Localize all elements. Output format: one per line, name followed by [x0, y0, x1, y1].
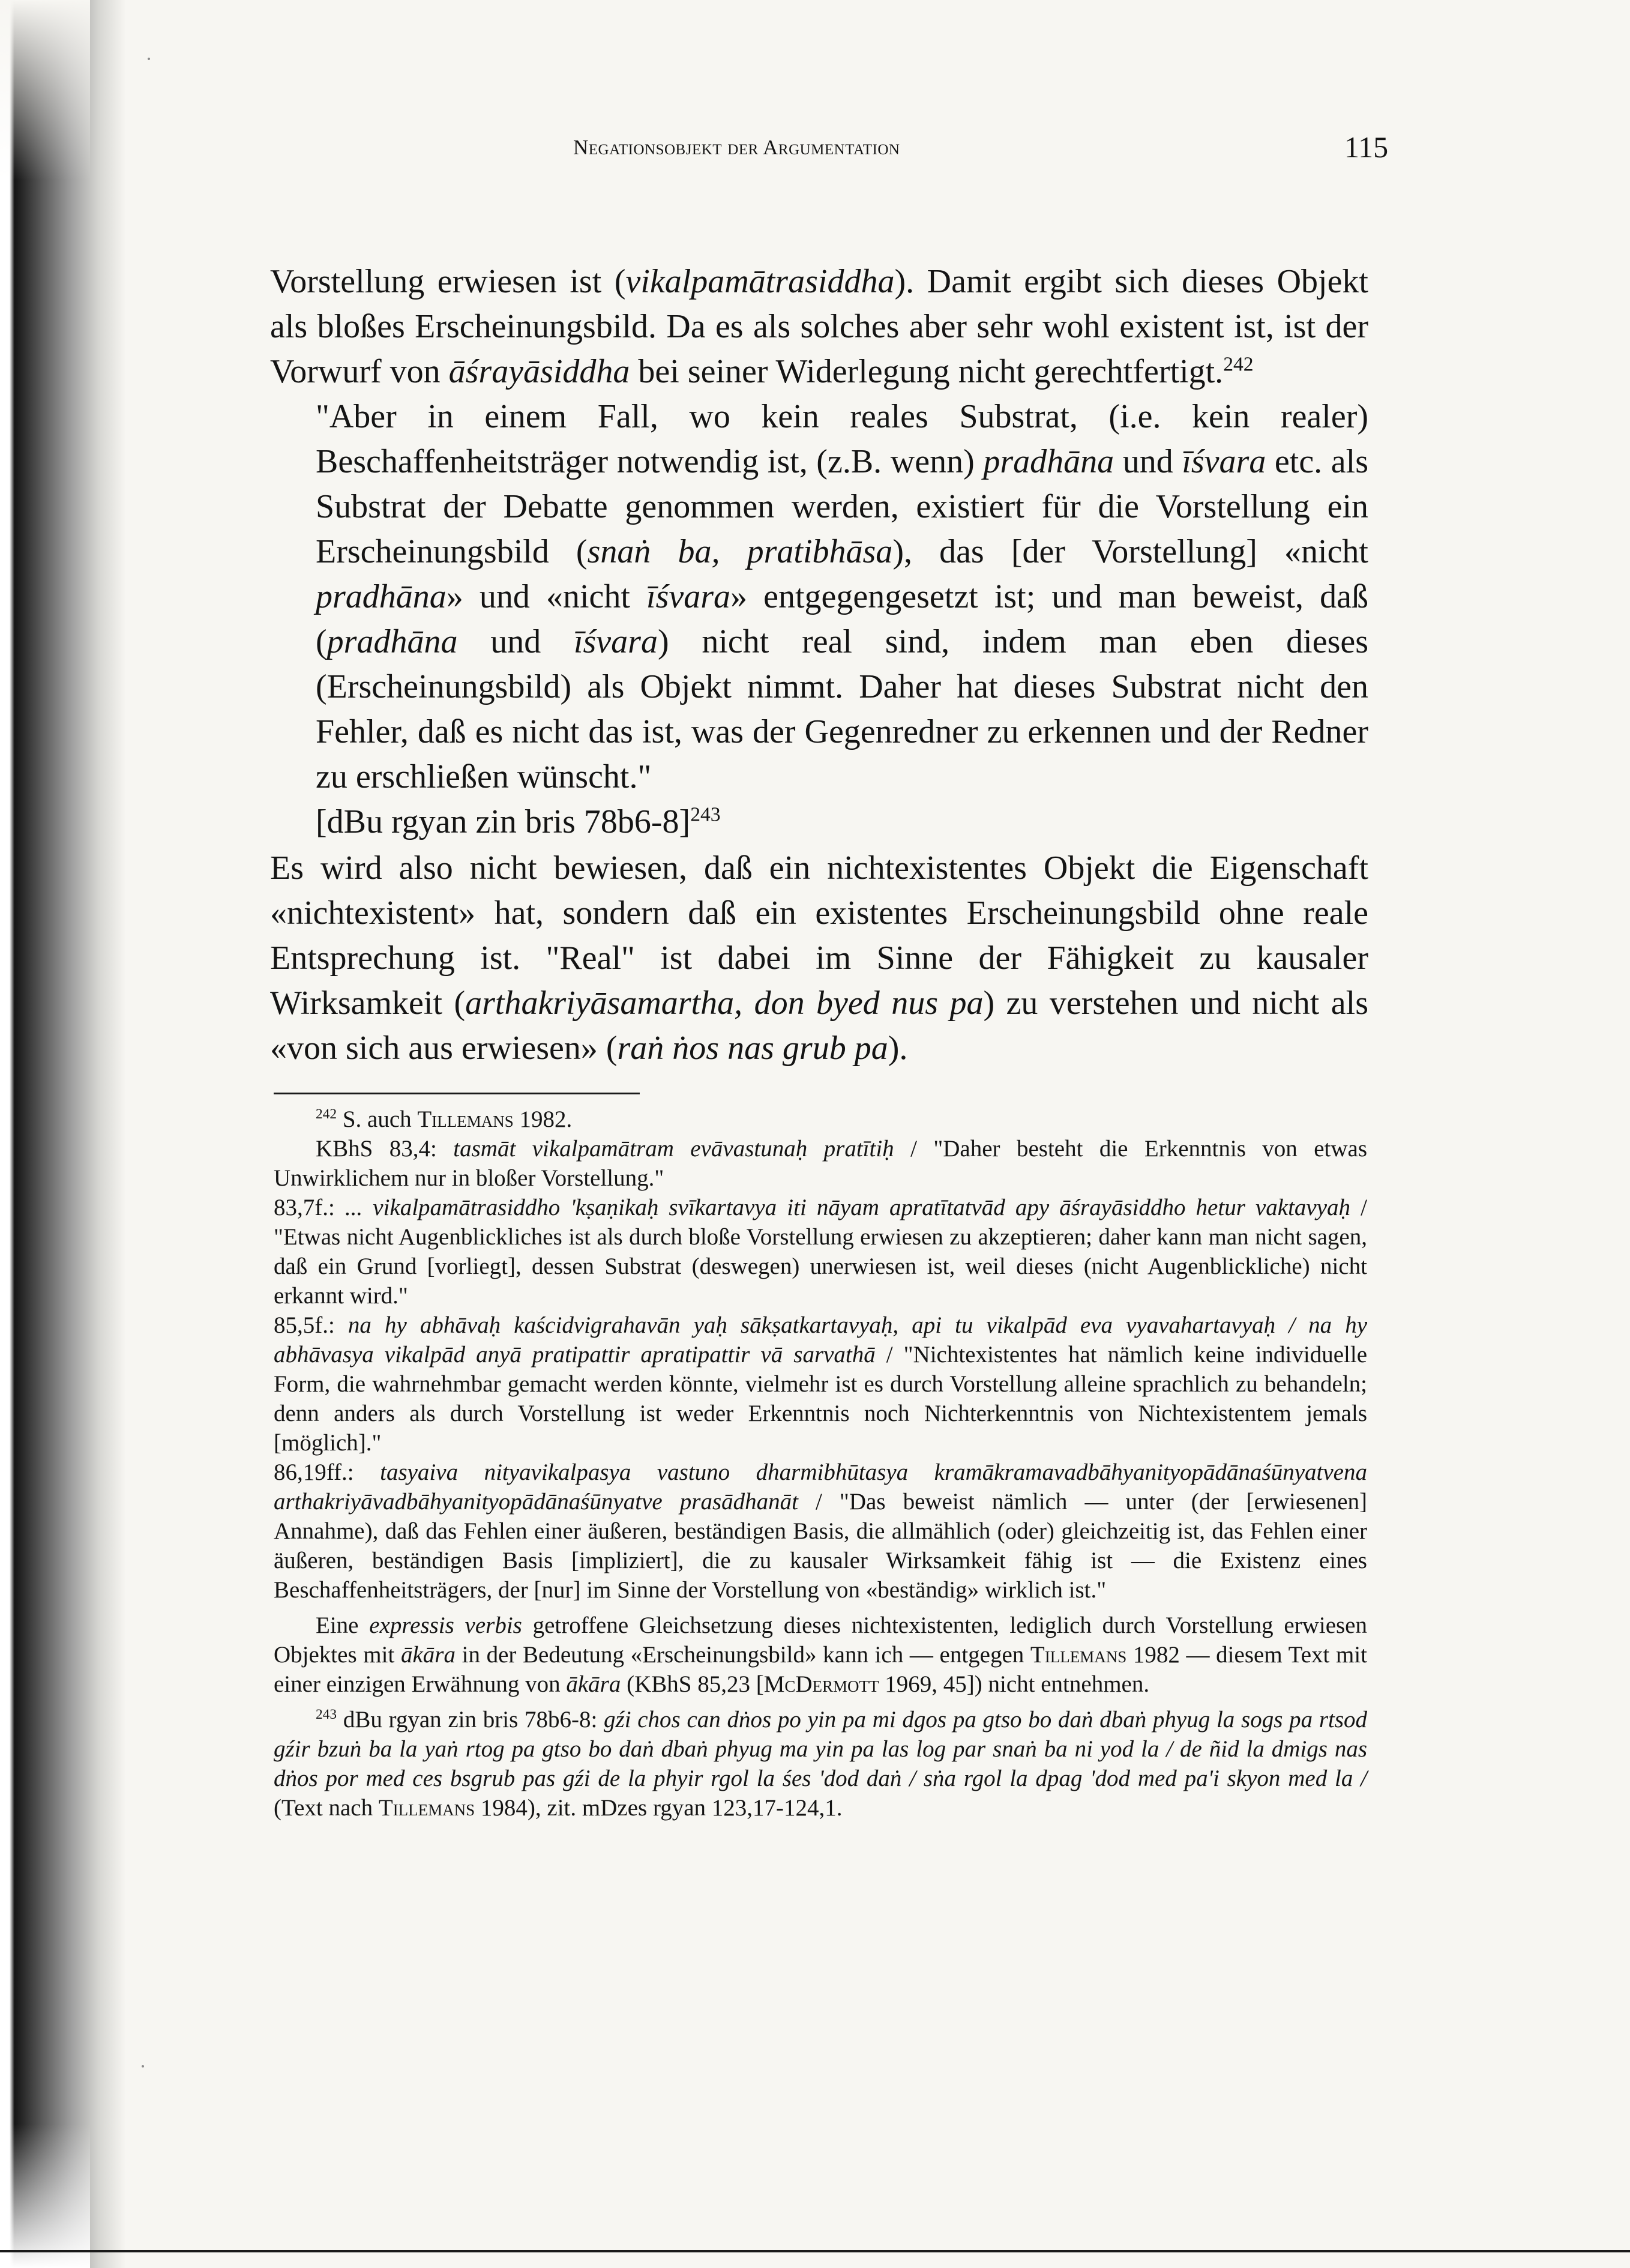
footnote-number: 242 [316, 1106, 337, 1122]
text-run: 86,19ff.: [274, 1459, 380, 1485]
text-run: Es wird also nicht bewiesen, daß ein nichtexistentes Objekt die Eigenschaft «nichtexistent» hat, sondern daß ein existentes Erscheinungsbild ohne reale Entsprechung ist. "Real" ist dabei im Sinne der Fähigkeit zu kausaler Wirksamkeit ( [270, 849, 1368, 1022]
scan-edge-line [0, 2250, 1630, 2252]
footnote-242-closing [274, 1611, 1367, 1699]
text-run: 1982. [513, 1106, 573, 1132]
page-number: 115 [1344, 130, 1389, 164]
text-run: » und «nicht [446, 578, 647, 615]
text-run: "Aber in einem Fall, wo kein reales Substrat, (i.e. kein realer) Beschaffenheitsträger notwendig ist, (z.B. wenn) [316, 398, 1368, 480]
text-run: ), das [der Vorstellung] «nicht [892, 533, 1368, 570]
sanskrit-term: pradhāna [326, 623, 458, 660]
sanskrit-term: īśvara [646, 578, 731, 615]
latin-phrase: expressis verbis [369, 1612, 522, 1638]
text-run: 85,5f.: [274, 1312, 348, 1338]
sanskrit-quote: ... vikalpamātrasiddho 'kṣaṇikaḥ svīkartavya iti nāyam apratītatvād apy āśrayāsiddho hetur vaktavyaḥ [344, 1195, 1351, 1220]
text-run: (KBhS 85,23 [ [621, 1671, 764, 1697]
text-run: bei seiner Widerlegung nicht gerechtfertigt. [630, 353, 1224, 390]
footnote-number: 243 [316, 1707, 337, 1722]
text-run: etc. als Substrat der Debatte genommen werden, existiert für die Vorstellung ein Erscheinungsbild ( [316, 443, 1368, 570]
text-run: ) zu verstehen und nicht als «von sich aus erwiesen» ( [270, 985, 1368, 1067]
translation: / "Das beweist nämlich — unter (der [erwiesenen] Annahme), daß das Fehlen einer äußeren, beständigen Basis, die allmählich (oder) gleichzeitig ist, das Fehlen einer äußeren, beständigen Basis [impliziert], die zu kausaler Wirksamkeit fähig ist — die Existenz eines Beschaffenheitsträgers, der [nur] im Sinne der Vorstellung von «beständig» wirklich ist." [274, 1489, 1367, 1603]
sanskrit-quote: na hy abhāvaḥ kaścidvigrahavān yaḥ sākṣatkartavyaḥ, api tu vikalpād eva vyavahartavyaḥ / na hy abhāvasya vikalpād anyā pratipattir apratipattir vā sarvathā [274, 1312, 1367, 1368]
sanskrit-term: pradhāna [983, 443, 1114, 480]
text-run: Eine [316, 1612, 370, 1638]
paragraph-2 [270, 846, 1368, 1071]
sanskrit-term: vikalpamātrasiddha [625, 263, 895, 300]
footnotes [274, 1105, 1367, 1823]
scan-speck [142, 2065, 144, 2067]
text-run: in der Bedeutung «Erscheinungsbild» kann ich — entgegen [455, 1642, 1030, 1668]
sanskrit-term: īśvara [1182, 443, 1266, 480]
author-name: Tillemans [417, 1106, 514, 1132]
binding-shadow [0, 0, 126, 2268]
tibetan-sanskrit-term: snaṅ ba, pratibhāsa [587, 533, 893, 570]
translation: / "Nichtexistentes hat nämlich keine individuelle Form, die wahrnehmbar gemacht werden könnte, vielmehr ist es durch Vorstellung alleine sprachlich zu behandeln; denn anders als durch Vorstellung ist weder Erkenntnis noch Nichterkenntnis von Nichtexistentem jemals [möglich]." [274, 1342, 1367, 1456]
footnote-ref-242: 242 [1223, 353, 1254, 376]
sanskrit-term: īśvara [573, 623, 658, 660]
text-run: Vorstellung erwiesen ist ( [270, 263, 626, 300]
sanskrit-term: pradhāna [316, 578, 447, 615]
tibetan-quote: gźi chos can dṅos po yin pa mi dgos pa gtso bo daṅ dbaṅ phyug la sogs pa rtsod gźir bzuṅ ba la yaṅ rtog pa gtso bo daṅ dbaṅ phyug ma yin pa las log par snaṅ ba ni yod la / de ñid la dmigs nas dṅos por med ces bsgrub pas gźi de la phyir rgol la śes 'dod daṅ / sṅa rgol la dpag 'dod med pa'i skyon med la / [274, 1707, 1368, 1791]
footnote-ref-243: 243 [690, 803, 721, 826]
text-run: und [457, 623, 574, 660]
text-run: dBu rgyan zin bris 78b6-8: [343, 1707, 604, 1733]
text-run: 1969, 45]) nicht entnehmen. [879, 1671, 1150, 1697]
block-quote [316, 394, 1368, 845]
translation: / "Etwas nicht Augenblickliches ist als durch bloße Vorstellung erwiesen zu akzeptieren; daher kann man nicht sagen, daß ein Grund [vorliegt], dessen Substrat (deswegen) unerwiesen ist, weil dieses (nicht Augenblickliche) nicht erkannt wird." [274, 1195, 1367, 1309]
sanskrit-term: āśrayāsiddha [448, 353, 630, 390]
quote-citation: [dBu rgyan zin bris 78b6-8] [316, 803, 691, 840]
author-name: Tillemans [378, 1795, 475, 1821]
tibetan-term: raṅ ṅos nas grub pa [617, 1030, 888, 1067]
sanskrit-term: ākāra [566, 1671, 621, 1697]
footnote-242-85-5 [274, 1310, 1367, 1458]
text-run: (Text nach [274, 1795, 379, 1821]
footnote-242-83-7 [274, 1193, 1367, 1310]
text-run: ) nicht real sind, indem man eben dieses (Erscheinungsbild) als Objekt nimmt. Daher hat dieses Substrat nicht den Fehler, daß es nicht das ist, was der Gegenredner zu erkennen und der Redner zu erschließen wünscht." [316, 623, 1369, 795]
sanskrit-quote: tasyaiva nityavikalpasya vastuno dharmibhūtasya kramākramavadbāhyanityopādānaśūnyatvena arthakriyāvadbāhyanityopādānaśūnyatve prasādhanāt [274, 1459, 1367, 1515]
footnote-242 [274, 1105, 1367, 1134]
author-name: McDermott [763, 1671, 879, 1697]
footnote-243 [274, 1705, 1367, 1823]
text-run: getroffene Gleichsetzung dieses nichtexistenten, lediglich durch Vorstellung erwiesen Objektes mit [274, 1612, 1367, 1668]
paragraph-1 [270, 259, 1368, 394]
scan-speck [148, 58, 150, 60]
text-run: S. auch [342, 1106, 418, 1132]
sanskrit-term: ākāra [400, 1642, 456, 1668]
main-text [270, 259, 1368, 1071]
author-name: Tillemans [1030, 1642, 1127, 1668]
text-run: 1984), zit. mDzes rgyan 123,17-124,1. [475, 1795, 843, 1821]
sanskrit-term: arthakriyāsamartha, don byed nus pa [465, 985, 984, 1022]
translation: / "Daher besteht die Erkenntnis von etwas Unwirklichem nur in bloßer Vorstellung." [274, 1136, 1368, 1191]
footnote-separator [274, 1093, 640, 1094]
text-run: 83,7f.: [274, 1195, 345, 1220]
text-run: und [1114, 443, 1182, 480]
running-head: Negationsobjekt der Argumentation [573, 136, 900, 159]
text-run: 1982 — diesem Text mit einer einzigen Erwähnung von [274, 1642, 1368, 1697]
text-run: ). [888, 1030, 908, 1067]
text-run: ). Damit ergibt sich dieses Objekt als bloßes Erscheinungsbild. Da es als solches aber sehr wohl existent ist, ist der Vorwurf von [270, 263, 1368, 390]
sanskrit-quote: tasmāt vikalpamātram evāvastunaḥ pratītiḥ [453, 1136, 894, 1162]
text-run: KBhS 83,4: [316, 1136, 454, 1162]
footnote-242-86-19 [274, 1458, 1367, 1605]
text-run: » entgegengesetzt ist; und man beweist, daß ( [316, 578, 1368, 660]
footnote-242-kbhs-83-4 [274, 1134, 1367, 1193]
